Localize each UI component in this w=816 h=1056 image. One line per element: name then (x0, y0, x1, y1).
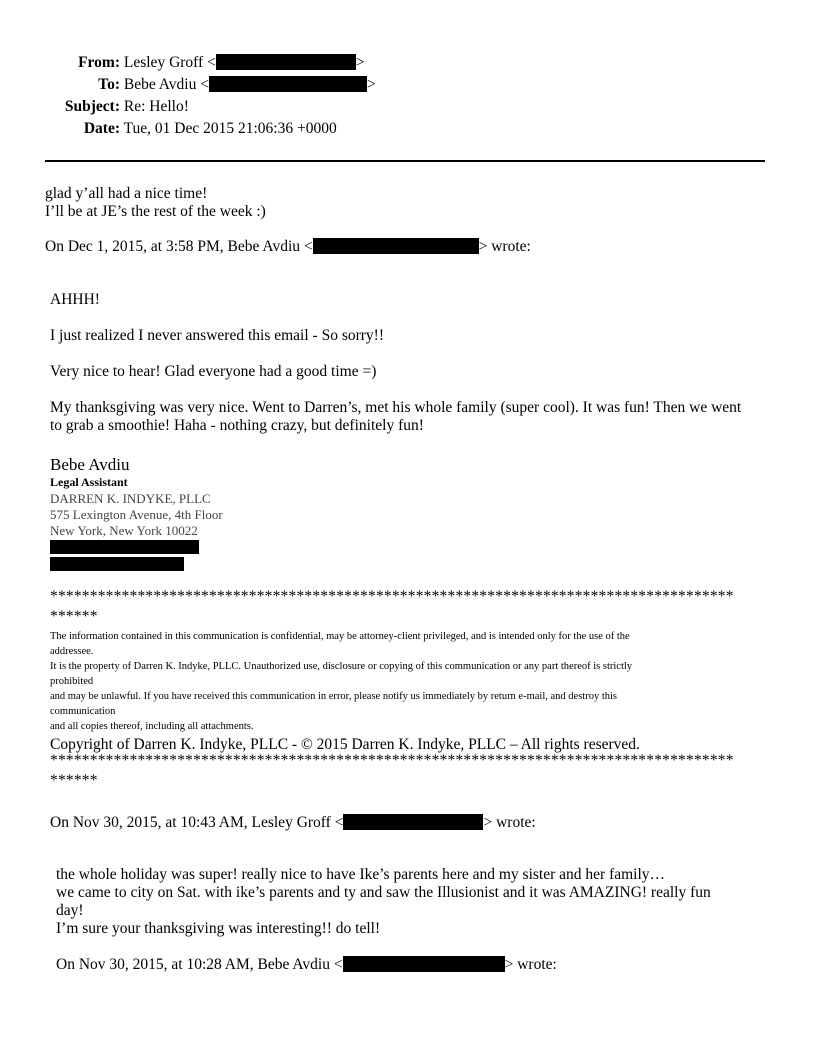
disclaimer-line: prohibited (50, 676, 94, 687)
stars-line-short: ****** (50, 772, 98, 789)
signature-title: Legal Assistant (50, 475, 128, 489)
angle-open: < (207, 54, 216, 71)
reply-line-2: I’ll be at JE’s the rest of the week :) (45, 203, 266, 220)
from-row (62, 52, 365, 74)
attribution-wrote: > wrote: (483, 814, 536, 831)
quote2-line-3: day! (56, 902, 84, 919)
disclaimer-line: It is the property of Darren K. Indyke, PLLC. Unauthorized use, disclosure or copying of this communication or any part thereof is strictly (50, 661, 633, 672)
date-label: Date: (83, 120, 120, 137)
attribution-text: On Nov 30, 2015, at 10:43 AM, Lesley Groff < (50, 814, 344, 831)
disclaimer-line: The information contained in this communication is confidential, may be attorney-client privileged, and is intended only for the use of the (50, 631, 630, 642)
to-value: Bebe Avdiu (123, 76, 197, 93)
reply-line-1: glad y’all had a nice time! (45, 185, 208, 202)
signature-address-2: New York, New York 10022 (50, 523, 198, 538)
quote1-attribution (45, 237, 531, 256)
copyright-line: Copyright of Darren K. Indyke, PLLC - © 2015 Darren K. Indyke, PLLC – All rights reserved. (50, 736, 640, 753)
disclaimer-line: and may be unlawful. If you have received this communication in error, please notify us immediately by return e-mail, and destroy this (50, 691, 617, 702)
attribution-text: On Nov 30, 2015, at 10:28 AM, Bebe Avdiu < (56, 956, 343, 973)
angle-close: > (366, 76, 376, 93)
quote2-line-4: I’m sure your thanksgiving was interesting!! do tell! (56, 920, 381, 937)
attribution-wrote: > wrote: (478, 238, 531, 255)
subject-value: Re: Hello! (123, 98, 189, 115)
date-row (62, 118, 337, 140)
quote1-p4a: My thanksgiving was very nice. Went to Darren’s, met his whole family (super cool). It was fun! Then we went (50, 399, 742, 416)
redaction-box (50, 540, 199, 554)
quote1-p4b: to grab a smoothie! Haha - nothing crazy, but definitely fun! (50, 417, 424, 434)
stars-line: ************************************************************************************** (50, 752, 734, 769)
signature-name: Bebe Avdiu (50, 455, 130, 474)
disclaimer-line: communication (50, 706, 116, 717)
signature-firm: DARREN K. INDYKE, PLLC (50, 491, 211, 506)
quote1-p2: I just realized I never answered this email - So sorry!! (50, 327, 384, 344)
subject-label: Subject: (64, 98, 120, 115)
angle-close: > (355, 54, 365, 71)
from-value: Lesley Groff (123, 54, 204, 71)
redaction-box (313, 238, 479, 254)
disclaimer-line: addressee. (50, 646, 94, 657)
disclaimer-line: and all copies thereof, including all attachments. (50, 721, 254, 732)
attribution-wrote: > wrote: (504, 956, 557, 973)
quote2-line-2: we came to city on Sat. with ike’s parents and ty and saw the Illusionist and it was AMAZING! really fun (56, 884, 711, 901)
redaction-box (209, 76, 367, 92)
redaction-box (216, 54, 356, 70)
to-row (62, 74, 376, 96)
subject-row (62, 96, 189, 118)
redaction-box (50, 557, 184, 571)
stars-line-short: ****** (50, 608, 98, 625)
attribution-text: On Dec 1, 2015, at 3:58 PM, Bebe Avdiu < (45, 238, 313, 255)
to-label: To: (98, 76, 120, 93)
redaction-box (343, 814, 483, 830)
quote2-attribution (50, 813, 536, 832)
header-divider (45, 160, 765, 162)
quote1-p1: AHHH! (50, 291, 100, 308)
date-value: Tue, 01 Dec 2015 21:06:36 +0000 (123, 120, 337, 137)
quote3-attribution (56, 955, 557, 974)
from-label: From: (78, 54, 120, 71)
quote1-p3: Very nice to hear! Glad everyone had a good time =) (50, 363, 377, 380)
stars-line: ************************************************************************************** (50, 588, 734, 605)
angle-open: < (200, 76, 209, 93)
quote2-line-1: the whole holiday was super! really nice to have Ike’s parents here and my sister and her family… (56, 866, 666, 883)
redaction-box (343, 956, 505, 972)
signature-address-1: 575 Lexington Avenue, 4th Floor (50, 507, 223, 522)
